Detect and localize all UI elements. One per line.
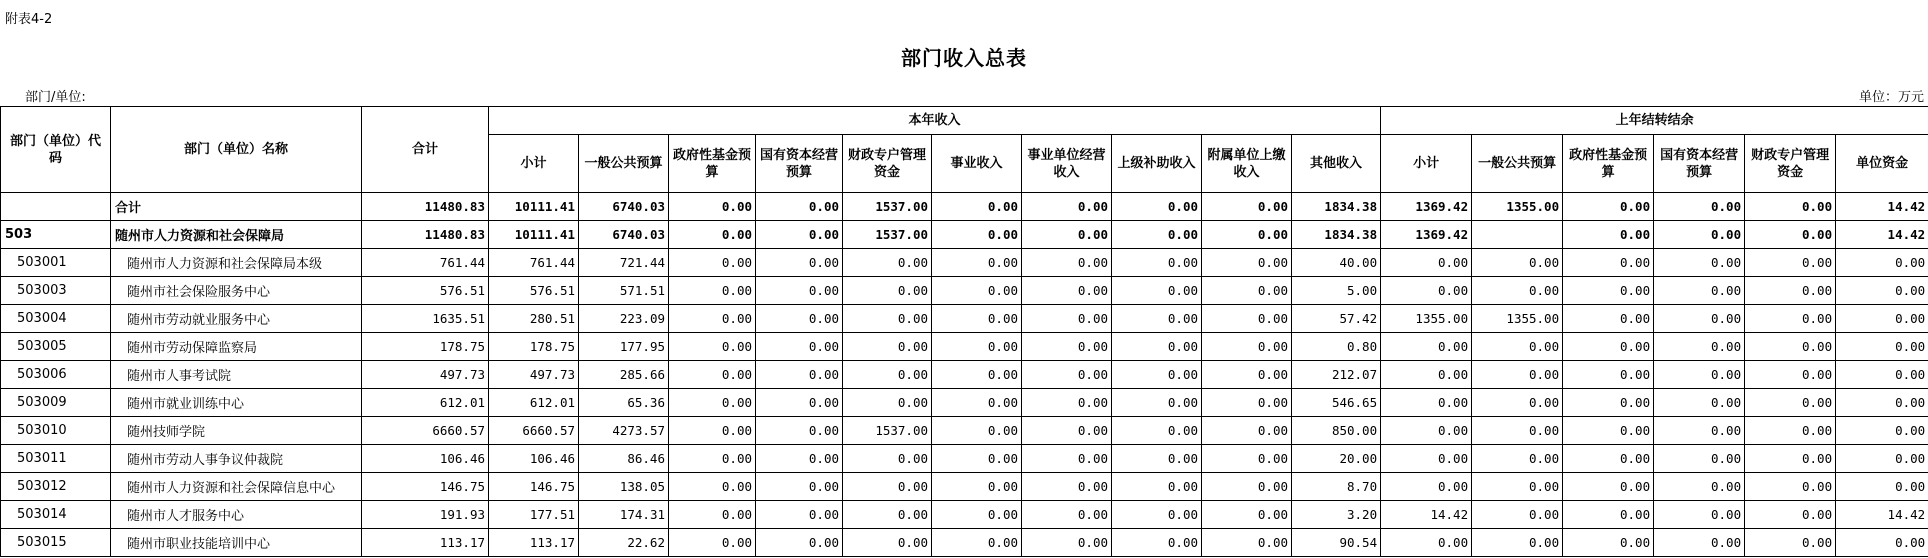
table-row [1,389,1928,417]
row-value: 0.00 [1022,473,1112,501]
row-value: 1369.42 [1381,193,1472,221]
row-value: 0.00 [932,361,1022,389]
row-value: 0.00 [1202,249,1292,277]
row-value: 0.00 [1202,529,1292,557]
row-value: 0.00 [843,333,932,361]
row-value: 0.00 [756,193,843,221]
row-name: 随州市人才服务中心 [111,501,362,529]
row-value: 0.00 [1472,333,1563,361]
table-row [1,529,1928,557]
row-value: 0.00 [669,473,756,501]
row-value: 0.00 [1654,501,1745,529]
income-table [0,106,1928,557]
row-value: 0.00 [756,445,843,473]
row-value: 0.00 [1745,529,1836,557]
row-value: 14.42 [1836,221,1928,249]
row-value: 0.00 [843,445,932,473]
row-value: 0.00 [756,389,843,417]
row-value: 0.00 [1654,473,1745,501]
row-code: 503003 [1,277,111,305]
row-name: 随州市人力资源和社会保障信息中心 [111,473,362,501]
header-current-col: 事业收入 [932,135,1022,193]
row-value: 10111.41 [489,193,579,221]
row-value: 0.00 [756,305,843,333]
row-name: 随州市劳动人事争议仲裁院 [111,445,362,473]
row-value: 14.42 [1836,193,1928,221]
row-value: 1355.00 [1472,193,1563,221]
row-value: 20.00 [1292,445,1381,473]
row-value: 10111.41 [489,221,579,249]
row-value: 0.00 [1654,417,1745,445]
row-value: 0.00 [1022,445,1112,473]
row-value: 90.54 [1292,529,1381,557]
row-value: 0.00 [1022,221,1112,249]
header-current-col: 政府性基金预算 [669,135,756,193]
row-value: 0.00 [1654,193,1745,221]
row-value: 0.00 [1381,249,1472,277]
row-value: 14.42 [1836,501,1928,529]
row-value: 0.00 [1654,445,1745,473]
row-value: 0.00 [1381,445,1472,473]
row-value: 0.00 [669,529,756,557]
row-value: 0.00 [1472,445,1563,473]
row-value: 106.46 [362,445,489,473]
row-value: 0.00 [1022,249,1112,277]
page-title: 部门收入总表 [901,46,1027,70]
table-row [1,221,1928,249]
row-value: 6740.03 [579,221,669,249]
row-value: 0.00 [1745,361,1836,389]
row-value: 113.17 [362,529,489,557]
header-current-col: 小计 [489,135,579,193]
row-code: 503012 [1,473,111,501]
row-value: 0.00 [1563,501,1654,529]
row-code: 503011 [1,445,111,473]
row-value: 280.51 [489,305,579,333]
row-value: 0.00 [1381,473,1472,501]
row-value: 0.00 [1836,529,1928,557]
row-name: 随州技师学院 [111,417,362,445]
row-value: 0.00 [1202,361,1292,389]
row-value: 0.00 [669,389,756,417]
row-value: 285.66 [579,361,669,389]
row-value: 0.00 [1836,389,1928,417]
row-value: 0.00 [669,445,756,473]
row-value: 0.00 [1836,277,1928,305]
row-value: 11480.83 [362,193,489,221]
row-value: 0.00 [669,361,756,389]
row-value: 0.00 [1022,361,1112,389]
row-value: 0.00 [1563,221,1654,249]
row-value: 0.00 [1745,305,1836,333]
row-name: 随州市就业训练中心 [111,389,362,417]
row-value: 0.00 [1745,417,1836,445]
row-value: 1537.00 [843,417,932,445]
row-value: 0.00 [1022,501,1112,529]
row-value: 0.00 [756,333,843,361]
row-value: 11480.83 [362,221,489,249]
row-value: 0.00 [1472,529,1563,557]
row-value: 1834.38 [1292,221,1381,249]
row-value: 576.51 [489,277,579,305]
row-value: 0.00 [1745,193,1836,221]
row-value: 0.00 [1472,473,1563,501]
row-value: 1355.00 [1472,305,1563,333]
row-value: 0.00 [1836,473,1928,501]
row-value: 0.00 [1022,305,1112,333]
header-carryover-col: 一般公共预算 [1472,135,1563,193]
row-value: 0.00 [756,361,843,389]
row-value: 0.00 [756,529,843,557]
row-value: 0.00 [1112,221,1202,249]
row-value: 0.00 [1563,417,1654,445]
row-value: 1355.00 [1381,305,1472,333]
row-value: 177.95 [579,333,669,361]
row-code [1,193,111,221]
row-value: 0.00 [756,417,843,445]
table-row [1,445,1928,473]
header-current-col: 事业单位经营收入 [1022,135,1112,193]
row-value: 0.00 [1654,249,1745,277]
header-current-col: 上级补助收入 [1112,135,1202,193]
row-value: 0.00 [1112,305,1202,333]
header-current-col: 财政专户管理资金 [843,135,932,193]
row-value: 0.00 [1472,361,1563,389]
row-value: 3.20 [1292,501,1381,529]
row-value: 497.73 [489,361,579,389]
row-value: 546.65 [1292,389,1381,417]
row-value: 40.00 [1292,249,1381,277]
row-value: 0.00 [1112,361,1202,389]
row-value: 0.00 [1472,249,1563,277]
row-value: 0.00 [932,193,1022,221]
row-value: 0.00 [669,249,756,277]
row-code: 503015 [1,529,111,557]
dept-label: 部门/单位: [25,90,86,105]
row-value: 0.00 [1472,277,1563,305]
header-current-col: 其他收入 [1292,135,1381,193]
header-carryover-col: 单位资金 [1836,135,1928,193]
row-value: 0.00 [1112,473,1202,501]
row-value: 0.00 [1381,417,1472,445]
row-value: 0.00 [1022,333,1112,361]
row-value: 0.00 [1654,389,1745,417]
row-value: 0.00 [669,305,756,333]
row-value: 178.75 [362,333,489,361]
row-code: 503005 [1,333,111,361]
row-code: 503004 [1,305,111,333]
row-value: 0.00 [1112,333,1202,361]
table-row [1,501,1928,529]
row-value: 0.00 [1836,445,1928,473]
row-value: 0.00 [1202,389,1292,417]
row-value: 178.75 [489,333,579,361]
row-value: 14.42 [1381,501,1472,529]
row-value: 0.00 [932,529,1022,557]
row-value: 1369.42 [1381,221,1472,249]
row-value: 0.00 [932,221,1022,249]
row-value: 0.00 [1745,221,1836,249]
row-value: 0.00 [1563,473,1654,501]
header-total: 合计 [362,107,489,193]
row-value: 106.46 [489,445,579,473]
table-row [1,333,1928,361]
table-row [1,305,1928,333]
row-value: 0.00 [1112,501,1202,529]
row-value: 0.00 [756,249,843,277]
header-group-current: 本年收入 [489,107,1381,135]
row-value: 1834.38 [1292,193,1381,221]
row-value: 191.93 [362,501,489,529]
row-value: 212.07 [1292,361,1381,389]
row-value: 6740.03 [579,193,669,221]
row-value: 1537.00 [843,193,932,221]
row-value: 6660.57 [362,417,489,445]
row-value: 0.00 [932,305,1022,333]
row-code: 503009 [1,389,111,417]
row-name: 随州市劳动保障监察局 [111,333,362,361]
row-value: 0.00 [932,389,1022,417]
header-name: 部门（单位）名称 [111,107,362,193]
row-value: 0.00 [1112,277,1202,305]
row-value: 0.00 [932,249,1022,277]
row-value: 0.00 [1112,249,1202,277]
row-value: 0.00 [1022,193,1112,221]
row-value: 1537.00 [843,221,932,249]
row-value: 0.00 [1022,277,1112,305]
row-value: 0.00 [843,389,932,417]
row-value [1472,221,1563,249]
row-value: 0.00 [1112,193,1202,221]
table-row [1,361,1928,389]
row-value: 0.00 [669,193,756,221]
row-value: 0.00 [1112,445,1202,473]
row-value: 174.31 [579,501,669,529]
row-value: 177.51 [489,501,579,529]
row-value: 0.00 [1381,277,1472,305]
row-value: 0.00 [1563,305,1654,333]
row-value: 0.00 [1745,277,1836,305]
header-carryover-col: 小计 [1381,135,1472,193]
row-value: 0.00 [756,277,843,305]
row-value: 65.36 [579,389,669,417]
header-carryover-col: 政府性基金预算 [1563,135,1654,193]
row-value: 4273.57 [579,417,669,445]
row-name: 随州市社会保险服务中心 [111,277,362,305]
header-current-col: 国有资本经营预算 [756,135,843,193]
row-value: 0.00 [756,221,843,249]
row-value: 5.00 [1292,277,1381,305]
row-value: 0.00 [1563,277,1654,305]
row-value: 138.05 [579,473,669,501]
row-value: 0.00 [932,333,1022,361]
row-value: 0.00 [932,417,1022,445]
row-value: 0.00 [1472,389,1563,417]
row-value: 0.00 [1745,389,1836,417]
row-value: 0.00 [1202,305,1292,333]
table-row [1,417,1928,445]
row-value: 22.62 [579,529,669,557]
header-code: 部门（单位）代码 [1,107,111,193]
row-value: 0.00 [1654,277,1745,305]
row-value: 223.09 [579,305,669,333]
row-value: 0.00 [843,473,932,501]
row-code: 503 [1,221,111,249]
table-row [1,193,1928,221]
row-value: 0.00 [669,221,756,249]
row-value: 0.00 [843,249,932,277]
row-value: 0.00 [1563,389,1654,417]
row-name: 随州市职业技能培训中心 [111,529,362,557]
table-row [1,473,1928,501]
row-value: 0.00 [1745,473,1836,501]
row-value: 0.00 [1836,333,1928,361]
row-value: 0.00 [843,361,932,389]
row-value: 0.00 [932,277,1022,305]
row-value: 0.00 [1745,333,1836,361]
row-value: 0.00 [1202,333,1292,361]
row-value: 0.00 [1563,193,1654,221]
row-value: 0.00 [932,445,1022,473]
row-value: 0.00 [843,277,932,305]
row-name: 随州市人事考试院 [111,361,362,389]
row-value: 612.01 [362,389,489,417]
row-name: 随州市人力资源和社会保障局 [111,221,362,249]
row-value: 0.00 [756,501,843,529]
row-value: 0.00 [1745,501,1836,529]
row-value: 0.00 [1836,249,1928,277]
header-current-col: 附属单位上缴收入 [1202,135,1292,193]
row-value: 146.75 [489,473,579,501]
row-value: 0.00 [1836,417,1928,445]
row-value: 0.00 [1745,445,1836,473]
row-value: 0.00 [1022,529,1112,557]
row-value: 0.00 [1563,529,1654,557]
row-code: 503010 [1,417,111,445]
row-value: 0.00 [1654,305,1745,333]
row-value: 0.80 [1292,333,1381,361]
row-value: 0.00 [1202,473,1292,501]
row-value: 761.44 [362,249,489,277]
row-value: 0.00 [1202,221,1292,249]
row-value: 0.00 [1472,417,1563,445]
row-value: 57.42 [1292,305,1381,333]
row-value: 761.44 [489,249,579,277]
row-value: 850.00 [1292,417,1381,445]
row-value: 721.44 [579,249,669,277]
row-value: 0.00 [1654,361,1745,389]
row-code: 503001 [1,249,111,277]
row-value: 0.00 [1202,445,1292,473]
row-value: 6660.57 [489,417,579,445]
row-value: 0.00 [1112,529,1202,557]
row-value: 0.00 [932,473,1022,501]
row-name: 随州市人力资源和社会保障局本级 [111,249,362,277]
row-value: 0.00 [1654,333,1745,361]
row-value: 0.00 [1381,333,1472,361]
row-value: 0.00 [843,305,932,333]
row-value: 0.00 [1836,361,1928,389]
row-value: 0.00 [1654,529,1745,557]
row-value: 0.00 [1381,361,1472,389]
row-value: 0.00 [669,277,756,305]
table-row [1,249,1928,277]
row-code: 503014 [1,501,111,529]
row-value: 576.51 [362,277,489,305]
header-current-col: 一般公共预算 [579,135,669,193]
row-value: 0.00 [1563,249,1654,277]
row-value: 0.00 [1202,417,1292,445]
header-carryover-col: 财政专户管理资金 [1745,135,1836,193]
table-row [1,277,1928,305]
row-value: 146.75 [362,473,489,501]
row-value: 571.51 [579,277,669,305]
row-value: 1635.51 [362,305,489,333]
row-value: 0.00 [932,501,1022,529]
row-value: 0.00 [1836,305,1928,333]
row-value: 86.46 [579,445,669,473]
row-value: 0.00 [1563,445,1654,473]
unit-label: 单位：万元 [1858,90,1924,105]
row-value: 612.01 [489,389,579,417]
row-value: 0.00 [1202,277,1292,305]
row-value: 0.00 [669,333,756,361]
row-name: 随州市劳动就业服务中心 [111,305,362,333]
row-value: 0.00 [1112,389,1202,417]
row-value: 0.00 [1472,501,1563,529]
row-value: 0.00 [669,501,756,529]
row-value: 0.00 [1112,417,1202,445]
row-value: 113.17 [489,529,579,557]
row-value: 0.00 [1563,361,1654,389]
row-value: 0.00 [1202,501,1292,529]
row-value: 0.00 [669,417,756,445]
row-value: 497.73 [362,361,489,389]
row-code: 503006 [1,361,111,389]
row-name: 合计 [111,193,362,221]
row-value: 0.00 [1022,417,1112,445]
table-body [1,193,1928,557]
row-value: 0.00 [843,501,932,529]
row-value: 8.70 [1292,473,1381,501]
row-value: 0.00 [756,473,843,501]
row-value: 0.00 [1022,389,1112,417]
header-carryover-col: 国有资本经营预算 [1654,135,1745,193]
row-value: 0.00 [843,529,932,557]
row-value: 0.00 [1745,249,1836,277]
header-group-carryover: 上年结转结余 [1381,107,1928,135]
attachment-label: 附表4-2 [5,12,53,27]
row-value: 0.00 [1381,389,1472,417]
row-value: 0.00 [1563,333,1654,361]
row-value: 0.00 [1654,221,1745,249]
row-value: 0.00 [1202,193,1292,221]
row-value: 0.00 [1381,529,1472,557]
